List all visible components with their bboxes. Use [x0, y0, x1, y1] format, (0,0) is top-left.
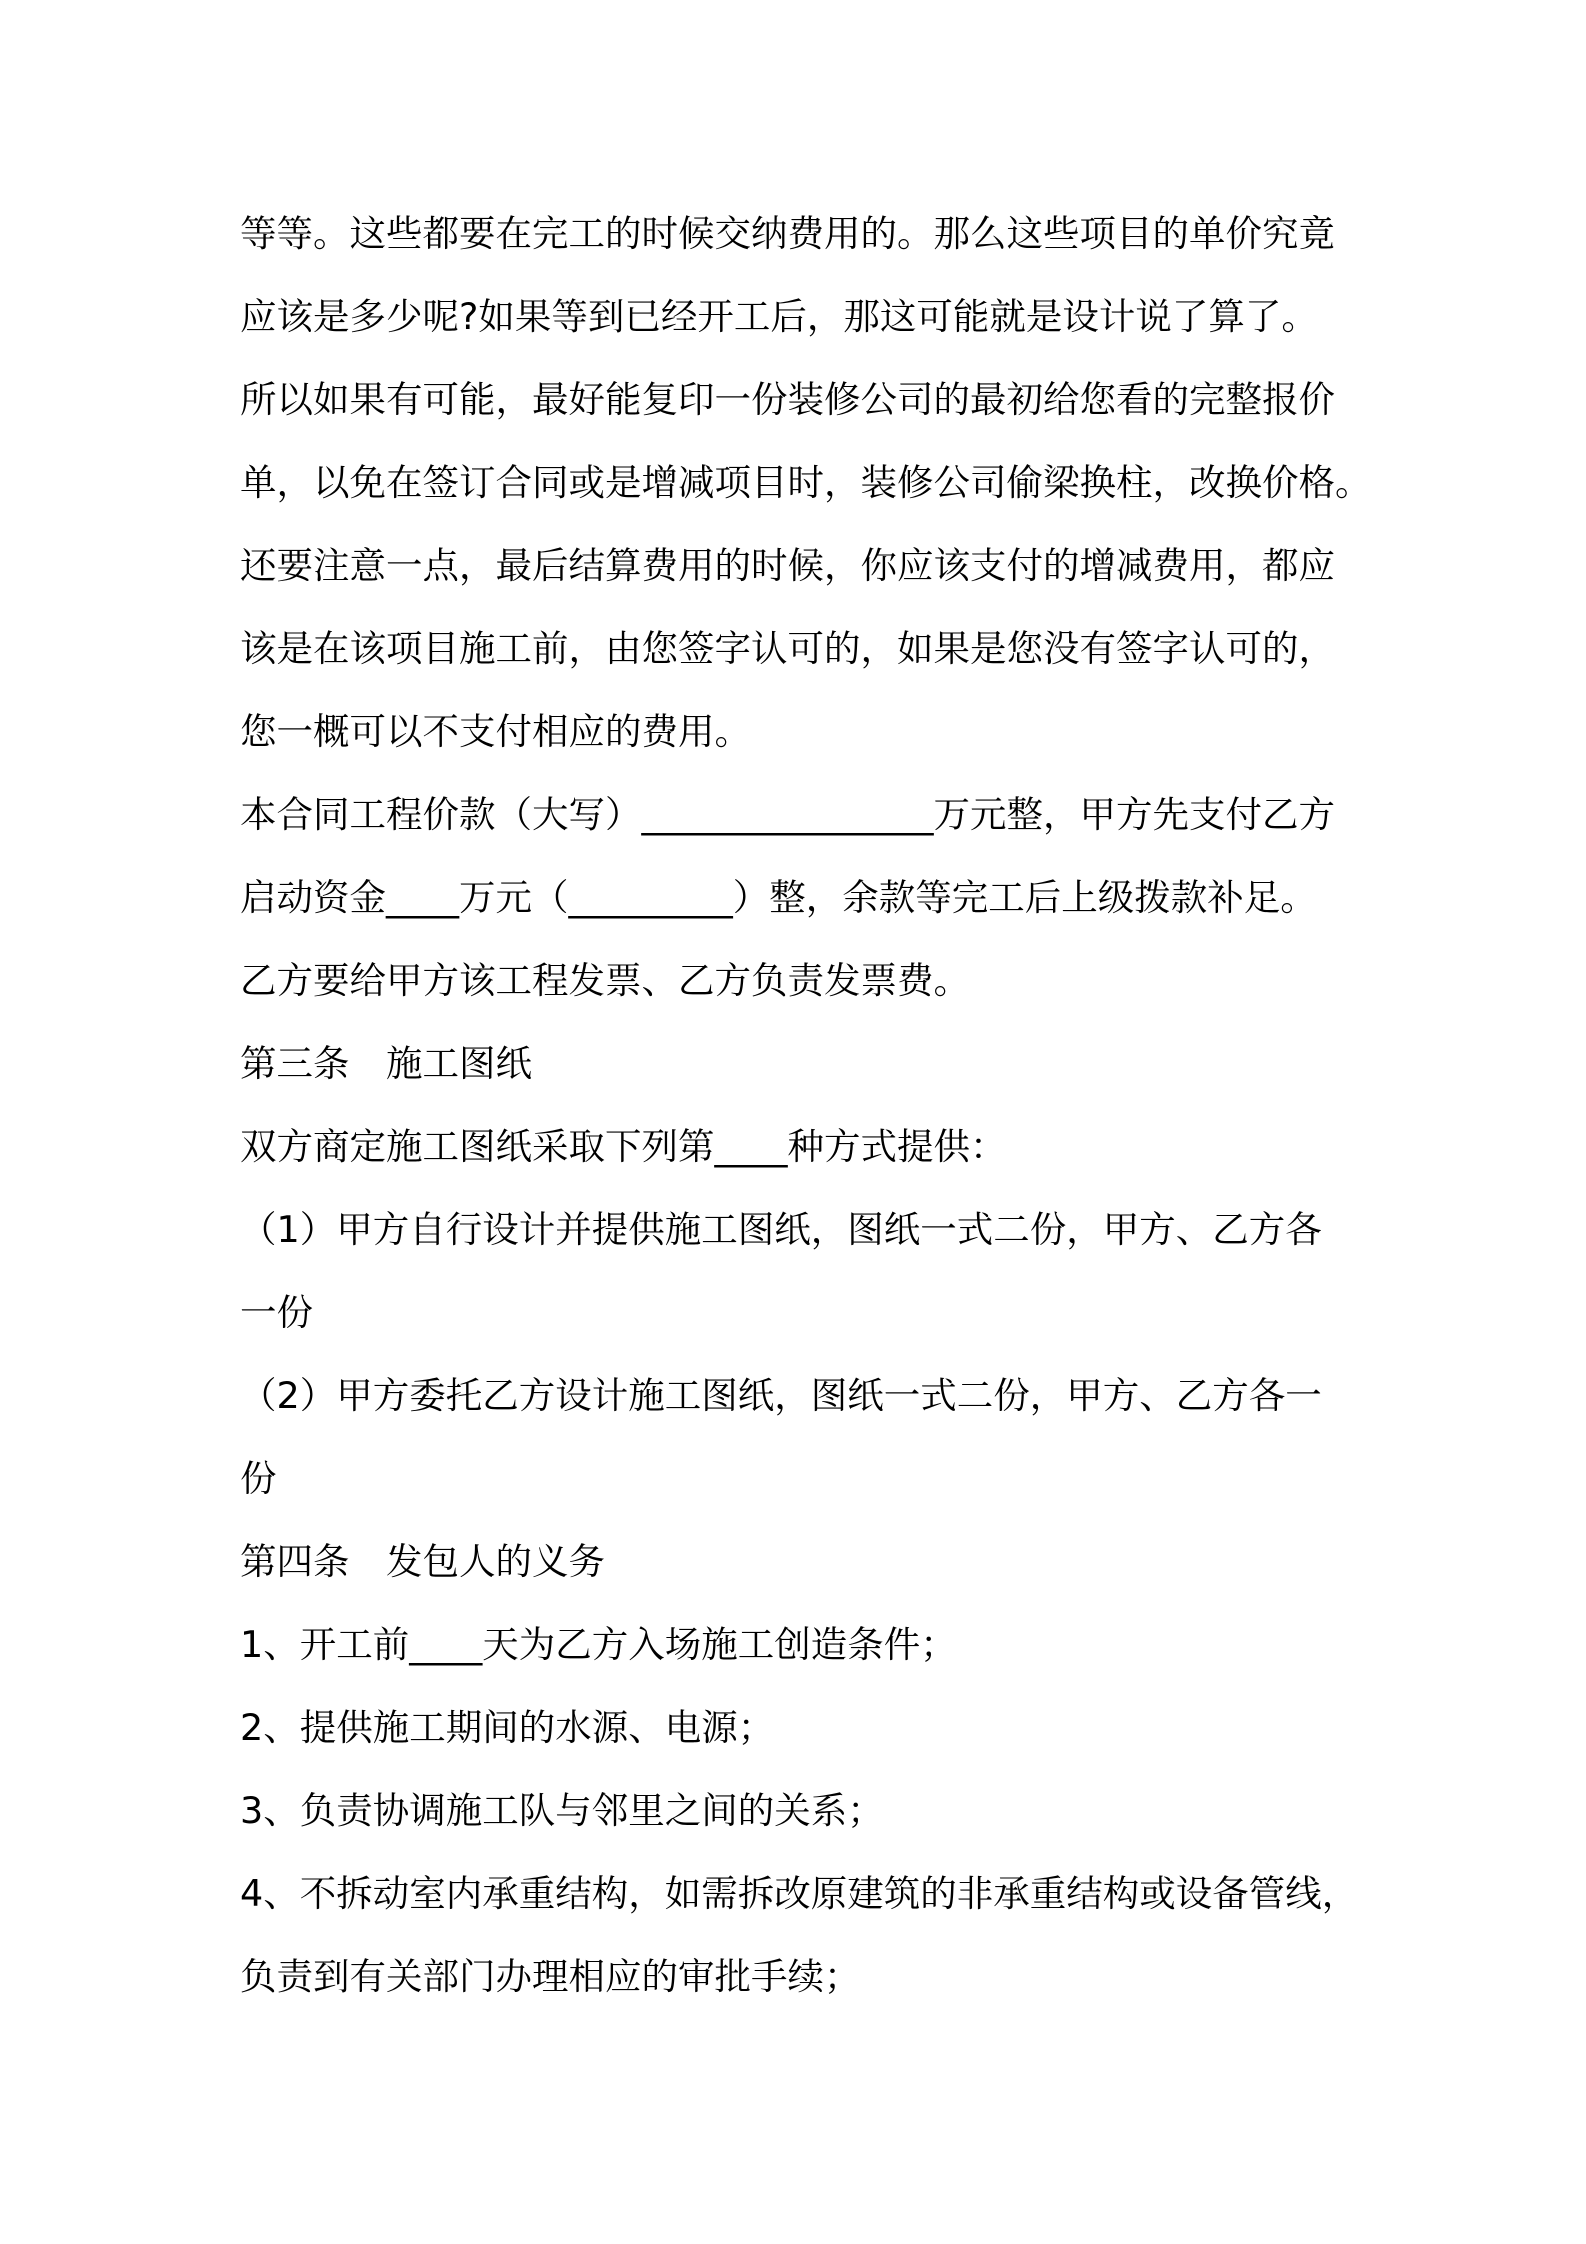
section-heading-article-4: 第四条 发包人的义务 [240, 1540, 605, 1583]
obligation-item-2: 2、提供施工期间的水源、电源； [240, 1706, 775, 1749]
section-heading-article-3: 第三条 施工图纸 [240, 1042, 532, 1085]
option-item-2-continued: 份 [240, 1457, 277, 1500]
obligation-item-4: 4、不拆动室内承重结构，如需拆改原建筑的非承重结构或设备管线， [240, 1872, 1359, 1915]
body-text [240, 192, 1370, 2018]
paragraph-line: 所以如果有可能，最好能复印一份装修公司的最初给您看的完整报价 [240, 378, 1335, 421]
paragraph-line: 还要注意一点，最后结算费用的时候，你应该支付的增减费用，都应 [240, 544, 1335, 587]
option-item-1-continued: 一份 [240, 1291, 313, 1334]
contract-price-line: 启动资金____万元（_________）整，余款等完工后上级拨款补足。 [240, 876, 1317, 919]
paragraph-line: 单，以免在签订合同或是增减项目时，装修公司偷梁换柱，改换价格。 [240, 461, 1372, 504]
paragraph-line: 乙方要给甲方该工程发票、乙方负责发票费。 [240, 959, 970, 1002]
paragraph-line: 您一概可以不支付相应的费用。 [240, 710, 751, 753]
obligation-item-1: 1、开工前____天为乙方入场施工创造条件； [240, 1623, 957, 1666]
paragraph-line: 该是在该项目施工前，由您签字认可的，如果是您没有签字认可的， [240, 627, 1335, 670]
paragraph-line: 等等。这些都要在完工的时候交纳费用的。那么这些项目的单价究竟 [240, 212, 1335, 255]
obligation-item-3: 3、负责协调施工队与邻里之间的关系； [240, 1789, 884, 1832]
paragraph-line: 应该是多少呢?如果等到已经开工后，那这可能就是设计说了算了。 [240, 295, 1318, 338]
paragraph-line: 双方商定施工图纸采取下列第____种方式提供： [240, 1125, 1007, 1168]
obligation-item-4-continued: 负责到有关部门办理相应的审批手续； [240, 1955, 861, 1998]
contract-price-line: 本合同工程价款（大写）________________万元整，甲方先支付乙方 [240, 793, 1335, 836]
option-item-2: （2）甲方委托乙方设计施工图纸，图纸一式二份，甲方、乙方各一 [240, 1374, 1322, 1417]
option-item-1: （1）甲方自行设计并提供施工图纸，图纸一式二份，甲方、乙方各 [240, 1208, 1322, 1251]
